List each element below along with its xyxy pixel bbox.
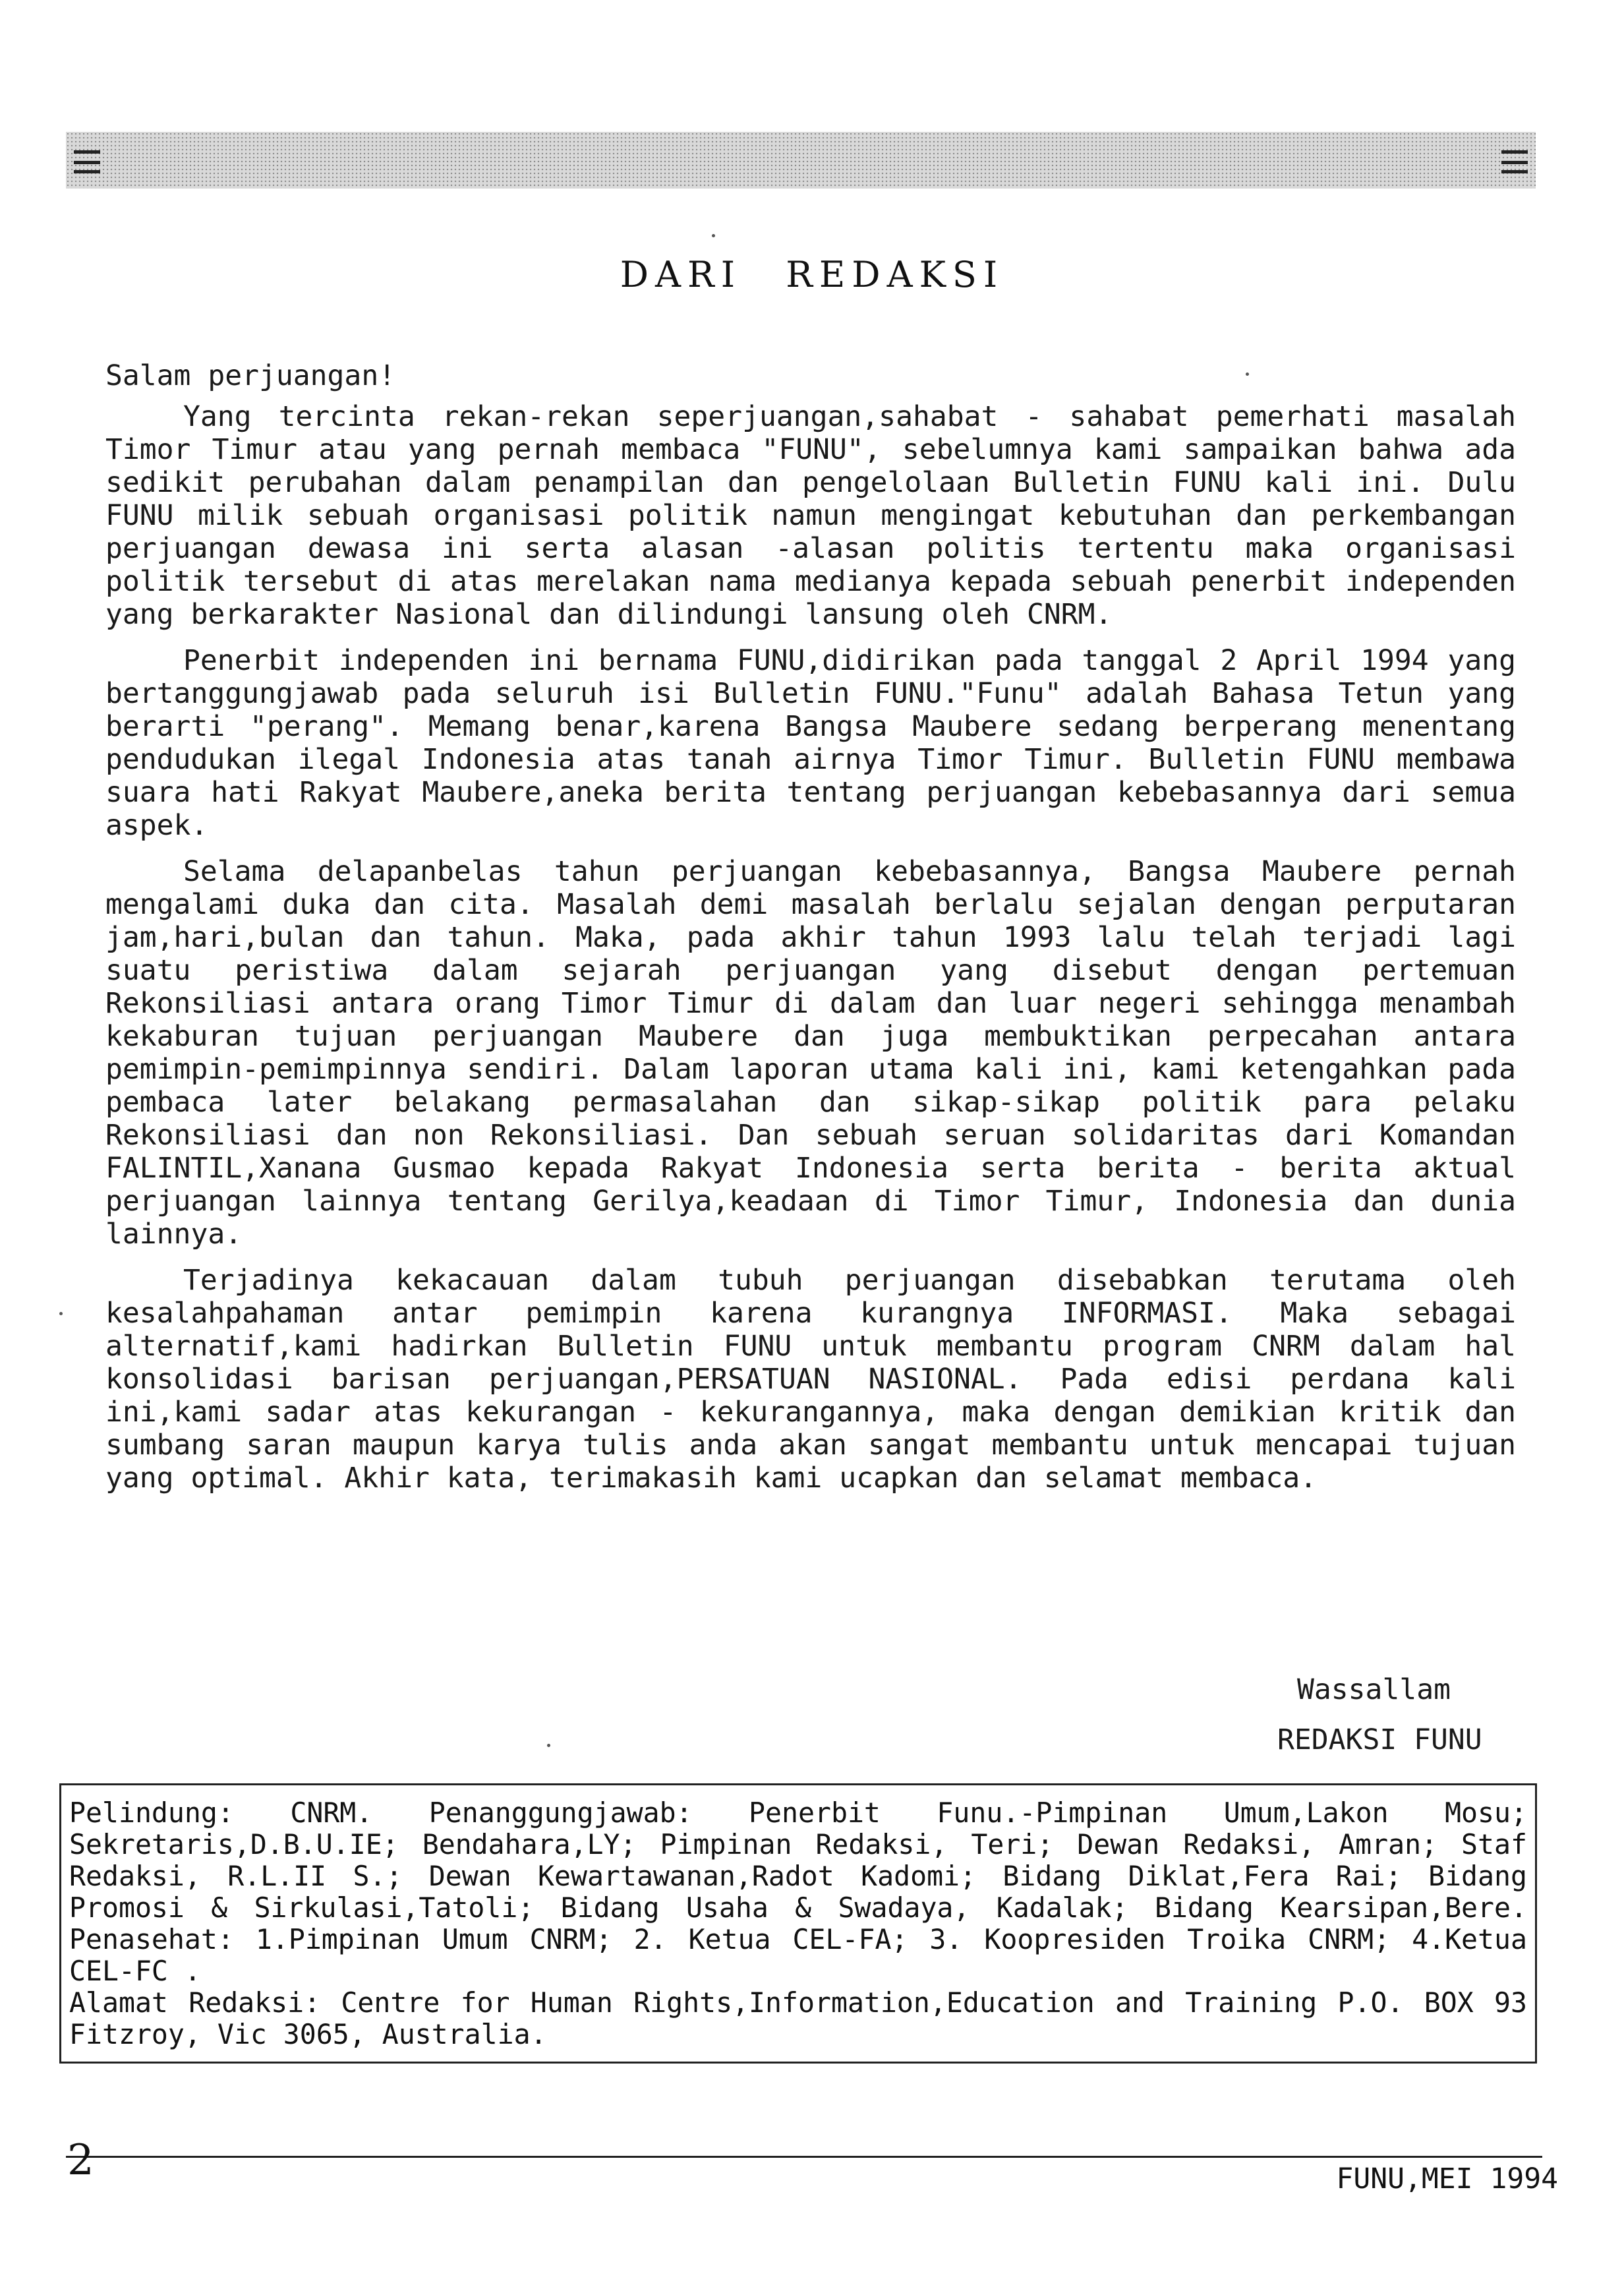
paragraph: Selama delapanbelas tahun perjuangan kebebasannya, Bangsa Maubere pernah mengalami duka dan cita. Masalah demi masalah berlalu sejalan dengan perputaran jam,hari,bulan dan tahun. Maka, pada akhir tahun 1993 lalu telah terjadi lagi suatu peristiwa dalam sejarah perjuangan yang disebut dengan pertemuan Rekonsiliasi antara orang Timor Timur di dalam dan luar negeri sehingga menambah kekaburan tujuan perjuangan Maubere dan juga membuktikan perpecahan antara pemimpin-pemimpinnya sendiri. Dalam laporan utama kali ini, kami ketengahkan pada pembaca later belakang permasalahan dan sikap-sikap politik para pelaku Rekonsiliasi dan non Rekonsiliasi. Dan sebuah seruan solidaritas dari Komandan FALINTIL,Xanana Gusmao kepada Rakyat Indonesia serta berita - berita aktual perjuangan lainnya tentang Gerilya,keadaan di Timor Timur, Indonesia dan dunia lainnya. bbox=[105, 855, 1516, 1251]
page-title: DARI REDAKSI bbox=[620, 254, 1004, 295]
header-band bbox=[66, 132, 1536, 189]
scan-speck bbox=[59, 1312, 63, 1315]
band-mark-left bbox=[74, 145, 100, 175]
page-number: 2 bbox=[67, 2136, 94, 2185]
closing: Wassallam bbox=[1297, 1673, 1451, 1706]
staff-credits: Pelindung: CNRM. Penanggungjawab: Penerbit Funu.-Pimpinan Umum,Lakon Mosu; Sekretaris,D.B.U.IE; Bendahara,LY; Pimpinan Redaksi, Teri; Dewan Redaksi, Amran; Staf Redaksi, R.L.II S.; Dewan Kewartawanan,Radot Kadomi; Bidang Diklat,Fera Rai; Bidang Promosi & Sirkulasi,Tatoli; Bidang Usaha & Swadaya, Kadalak; Bidang Kearsipan,Bere. Penasehat: 1.Pimpinan Umum CNRM; 2. Ketua CEL-FA; 3. Koopresiden Troika CNRM; 4.Ketua CEL-FC . bbox=[69, 1797, 1527, 1987]
signoff bbox=[1277, 1665, 1515, 1765]
greeting: Salam perjuangan! bbox=[105, 359, 396, 392]
paragraph: Penerbit independen ini bernama FUNU,didirikan pada tanggal 2 April 1994 yang bertanggungjawab pada seluruh isi Bulletin FUNU."Funu" adalah Bahasa Tetun yang berarti "perang". Memang benar,karena Bangsa Maubere sedang berperang menentang pendudukan ilegal Indonesia atas tanah airnya Timor Timur. Bulletin FUNU membawa suara hati Rakyat Maubere,aneka berita tentang perjuangan kebebasannya dari semua aspek. bbox=[105, 644, 1516, 842]
scan-speck bbox=[547, 1744, 550, 1747]
paragraph: Terjadinya kekacauan dalam tubuh perjuangan disebabkan terutama oleh kesalahpahaman antar pemimpin karena kurangnya INFORMASI. Maka sebagai alternatif,kami hadirkan Bulletin FUNU untuk membantu program CNRM dalam hal konsolidasi barisan perjuangan,PERSATUAN NASIONAL. Pada edisi perdana kali ini,kami sadar atas kekurangan - kekurangannya, maka dengan demikian kritik dan sumbang saran maupun karya tulis anda akan sangat membantu untuk mencapai tujuan yang optimal. Akhir kata, terimakasih kami ucapkan dan selamat membaca. bbox=[105, 1264, 1516, 1495]
signature: REDAKSI FUNU bbox=[1277, 1723, 1482, 1756]
issue-label: FUNU,MEI 1994 bbox=[1336, 2162, 1558, 2195]
scan-speck bbox=[712, 234, 715, 237]
scan-speck bbox=[1246, 372, 1249, 376]
editorial-body bbox=[105, 359, 1516, 1508]
paragraph: Yang tercinta rekan-rekan seperjuangan,sahabat - sahabat pemerhati masalah Timor Timur atau yang pernah membaca "FUNU", sebelumnya kami sampaikan bahwa ada sedikit perubahan dalam penampilan dan pengelolaan Bulletin FUNU kali ini. Dulu FUNU milik sebuah organisasi politik namun mengingat kebutuhan dan perkembangan perjuangan dewasa ini serta alasan -alasan politis tertentu maka organisasi politik tersebut di atas merelakan nama medianya kepada sebuah penerbit independen yang berkarakter Nasional dan dilindungi lansung oleh CNRM. bbox=[105, 400, 1516, 631]
masthead-credits bbox=[59, 1783, 1537, 2064]
band-mark-right bbox=[1501, 145, 1528, 175]
footer-rule bbox=[66, 2156, 1542, 2158]
editorial-address: Alamat Redaksi: Centre for Human Rights,Information,Education and Training P.O. BOX 93 Fitzroy, Vic 3065, Australia. bbox=[69, 1986, 1527, 2050]
